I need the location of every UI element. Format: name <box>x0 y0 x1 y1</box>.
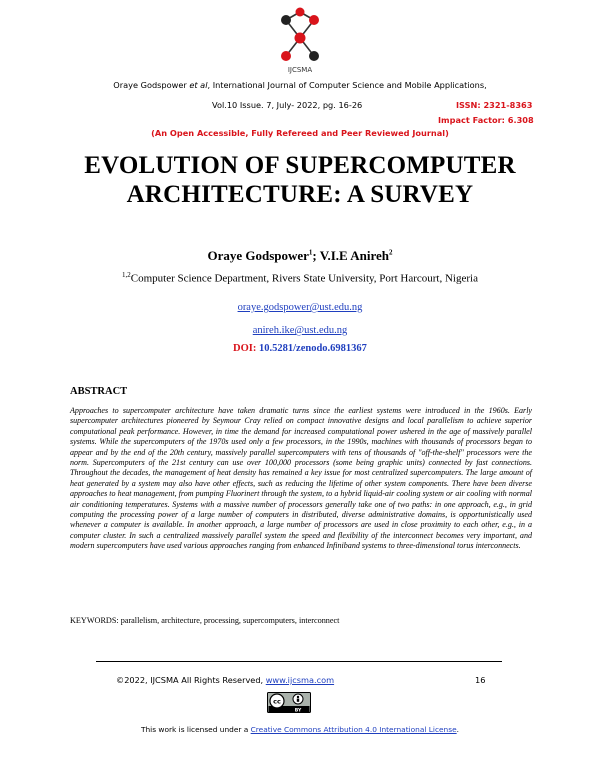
journal-logo <box>272 6 328 78</box>
doi-link[interactable]: 10.5281/zenodo.6981367 <box>259 343 367 354</box>
journal-website-link[interactable]: www.ijcsma.com <box>265 675 335 685</box>
cc-by-badge[interactable] <box>267 692 311 713</box>
doi <box>0 343 600 354</box>
abstract-heading: ABSTRACT <box>70 386 128 397</box>
citation-line <box>0 80 600 90</box>
svg-text:cc: cc <box>273 697 281 706</box>
author-2-sup: 2 <box>389 248 393 257</box>
author-separator: ; <box>312 248 320 263</box>
logo-text: IJCSMA <box>287 66 313 74</box>
email-1-row <box>0 297 600 315</box>
affiliation-text: Computer Science Department, Rivers State University, Port Harcourt, Nigeria <box>130 272 478 285</box>
author-1-sup: 1 <box>308 248 313 257</box>
volume-line: Vol.10 Issue. 7, July- 2022, pg. 16-26 <box>212 100 363 110</box>
keywords <box>70 616 532 625</box>
abstract-text: Approaches to supercomputer architecture have taken dramatic turns since the earliest systems were introduced in the 1960s. Early supercomputer architectures pioneered by Seymour Cray relied on compact innovative designs and local parallelism to achieve superior computational peak performance. However, in time the demand for increased computational power ushered in the age of massively parallel systems. While the supercomputers of the 1970s used only a few processors, in the 1990s, machines with thousands of processors began to appear and by the end of the 20th century, massively parallel supercomputers with tens of thousands of "off-the-shelf" processors were the norm. Supercomputers of the 21st century can use over 100,000 processors (some being graphic units) connected by fast connections. Throughout the decades, the management of heat density has remained a key issue for most centralized supercomputers. The large amount of heat generated by a system may also have other effects, such as reducing the lifetime of other system components. There have been diverse approaches to heat management, from pumping Fluorinert through the system, to a hybrid liquid-air cooling system or air cooling with normal air conditioning temperatures. Systems with a massive number of processors generally take one of two paths: in one approach, e.g., in grid computing the processing power of a large number of computers in distributed, diverse administrative domains, is opportunistically used whenever a computer is available. In another approach, a large number of processors are used in close proximity to each other, e.g., in a computer cluster. In such a centralized massively parallel system the speed and flexibility of the interconnect becomes very important, and modern supercomputers have used various approaches ranging from enhanced Infiniband systems to three-dimensional torus interconnects. <box>70 406 532 551</box>
license-suffix: . <box>456 725 459 734</box>
footer-rule <box>96 661 502 662</box>
email-2-row <box>0 320 600 338</box>
citation-author: Oraye Godspower <box>113 80 187 90</box>
impact-factor: Impact Factor: 6.308 <box>438 115 534 125</box>
title-line-2: ARCHITECTURE: A SURVEY <box>126 181 474 208</box>
paper-title <box>0 151 600 209</box>
citation-etal: et al <box>186 80 208 90</box>
page-number: 16 <box>475 675 486 685</box>
cc-badge-text: BY <box>294 708 302 713</box>
keywords-label: KEYWORDS: <box>70 616 119 625</box>
author-2: V.I.E Anireh <box>319 248 390 263</box>
email-2-link[interactable]: anireh.ike@ust.edu.ng <box>252 325 348 336</box>
doi-label: DOI: <box>233 343 260 354</box>
citation-rest: , International Journal of Computer Science and Mobile Applications, <box>207 80 487 90</box>
license-line <box>0 725 600 734</box>
affiliation <box>0 271 600 285</box>
open-access-note: (An Open Accessible, Fully Refereed and Peer Reviewed Journal) <box>151 128 449 138</box>
copyright <box>116 675 334 685</box>
author-1: Oraye Godspower <box>207 248 309 263</box>
keywords-list: parallelism, architecture, processing, supercomputers, interconnect <box>118 616 340 625</box>
issn: ISSN: 2321-8363 <box>456 100 533 110</box>
copyright-text: ©2022, IJCSMA All Rights Reserved, <box>116 675 266 685</box>
title-line-1: EVOLUTION OF SUPERCOMPUTER <box>84 152 516 179</box>
email-1-link[interactable]: oraye.godspower@ust.edu.ng <box>237 302 363 313</box>
license-link[interactable]: Creative Commons Attribution 4.0 International License <box>250 725 457 734</box>
affiliation-sup: 1,2 <box>122 271 131 279</box>
authors <box>0 248 600 264</box>
license-prefix: This work is licensed under a <box>140 725 251 734</box>
